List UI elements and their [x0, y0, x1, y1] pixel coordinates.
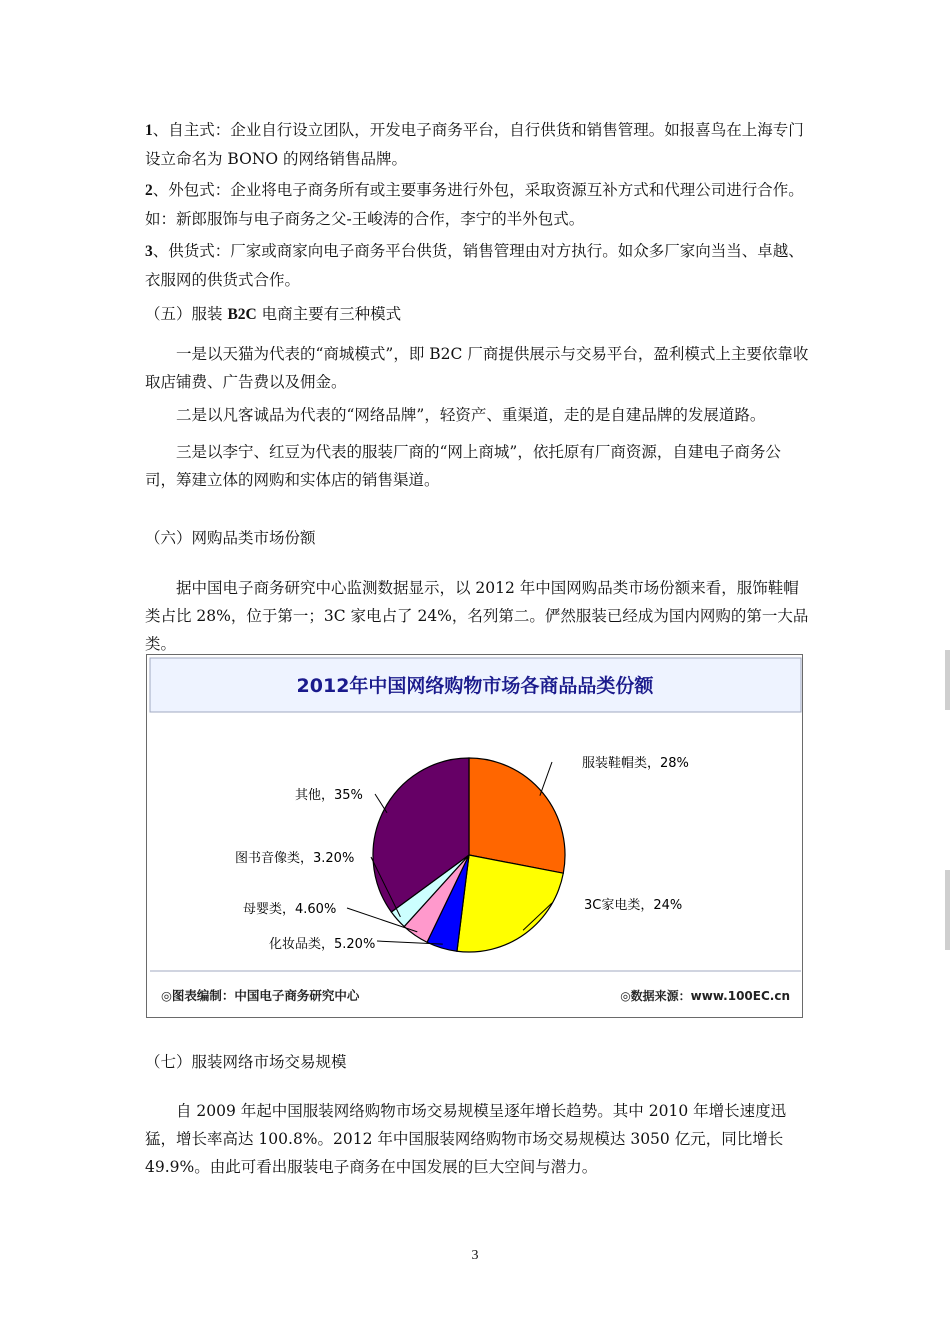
pie-leader-line: [375, 794, 387, 813]
market-share-paragraph: 据中国电子商务研究中心监测数据显示，以 2012 年中国网购品类市场份额来看，服饰鞋帽类占比 28%，位于第一；3C 家电占了 24%，名列第二。俨然服装已经成为国内网购的第一大品类。: [145, 579, 809, 653]
pie-chart-figure: [146, 654, 803, 1018]
pie-slice-label: 图书音像类，3.20%: [235, 851, 355, 866]
pie-leader-line: [540, 762, 552, 796]
pie-chart-svg: [147, 655, 804, 1019]
mode-paragraph-2: 二是以凡客诚品为代表的“网络品牌”，轻资产、重渠道，走的是自建品牌的发展道路。: [176, 406, 766, 424]
pie-slice-label: 其他，35%: [295, 788, 363, 803]
section-7-heading: （七）服装网络市场交易规模: [145, 1053, 347, 1071]
item-text: 、外包式：企业将电子商务所有或主要事务进行外包，采取资源互补方式和代理公司进行合作。如：新郎服饰与电子商务之父-王峻涛的合作，李宁的半外包式。: [145, 181, 804, 228]
section-6-heading: （六）网购品类市场份额: [145, 529, 316, 547]
pie-slice-label: 母婴类，4.60%: [243, 902, 337, 917]
item-3: [145, 237, 810, 294]
item-number: 3: [145, 243, 153, 260]
chart-footer-right: ◎数据来源：www.100EC.cn: [620, 989, 790, 1003]
transaction-scale-paragraph: 自 2009 年起中国服装网络购物市场交易规模呈逐年增长趋势。其中 2010 年增长速度迅猛，增长率高达 100.8%。2012 年中国服装网络购物市场交易规模达 3050 亿元，同比增长 49.9%。由此可看出服装电子商务在中国发展的巨大空间与潜力。: [145, 1102, 787, 1176]
item-text: 、自主式：企业自行设立团队，开发电子商务平台，自行供货和销售管理。如报喜鸟在上海专门设立命名为 BONO 的网络销售品牌。: [145, 121, 804, 168]
edge-marker: [945, 870, 950, 950]
edge-marker: [945, 650, 950, 710]
section-5-heading: （五）服装 B2C 电商主要有三种模式: [145, 305, 402, 323]
item-2: [145, 176, 810, 233]
chart-footer-left: ◎图表编制：中国电子商务研究中心: [161, 988, 360, 1003]
item-number: 2: [145, 182, 153, 199]
pie-slice-label: 3C家电类，24%: [584, 898, 683, 913]
pie-slice: [469, 758, 565, 873]
page-number: 3: [471, 1248, 479, 1263]
pie-slice-label: 服装鞋帽类，28%: [582, 756, 689, 771]
mode-paragraph-3: 三是以李宁、红豆为代表的服装厂商的“网上商城”，依托原有厂商资源，自建电子商务公司，筹建立体的网购和实体店的销售渠道。: [145, 443, 781, 489]
item-text: 、供货式：厂家或商家向电子商务平台供货，销售管理由对方执行。如众多厂家向当当、卓越、衣服网的供货式合作。: [145, 242, 804, 289]
pie-slice-label: 化妆品类，5.20%: [269, 937, 376, 952]
pie-slice: [457, 855, 563, 952]
item-number: 1: [145, 122, 153, 139]
pie-slices: [373, 758, 565, 952]
chart-title: 2012年中国网络购物市场各商品品类份额: [296, 675, 654, 697]
mode-paragraph-1: 一是以天猫为代表的“商城模式”，即 B2C 厂商提供展示与交易平台，盈利模式上主要依靠收取店铺费、广告费以及佣金。: [145, 345, 809, 391]
item-1: [145, 116, 810, 173]
